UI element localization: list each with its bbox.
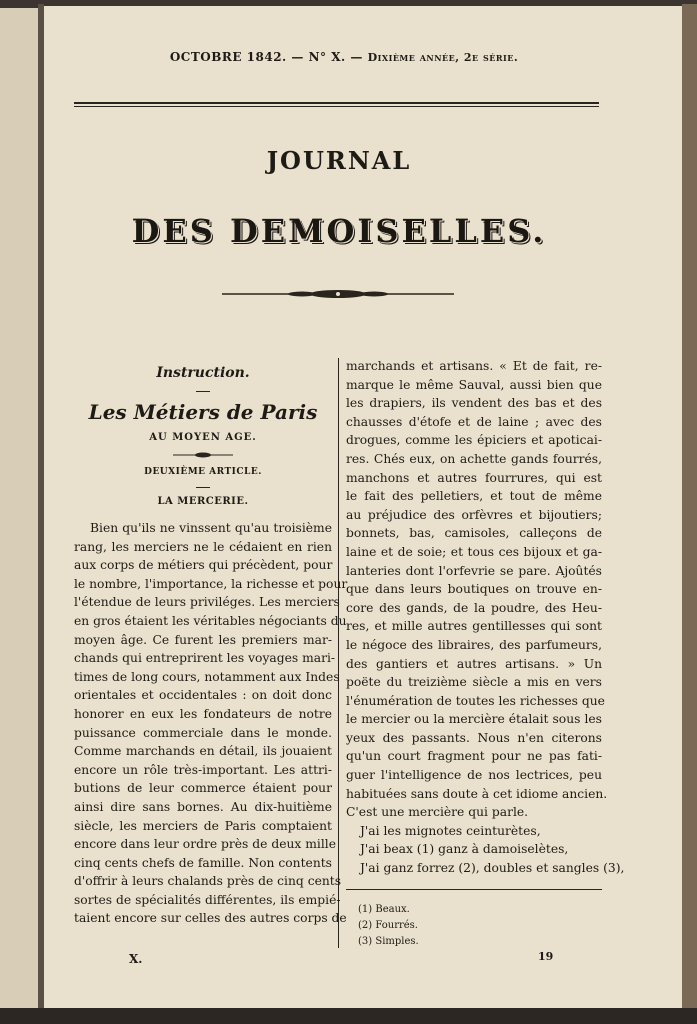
text-line: habituées sans doute à cet idiome ancien. — [346, 786, 608, 801]
text-line: Comme marchands en détail, ils jouaient — [74, 744, 332, 759]
text-line: orientales et occidentales : on doit donc — [74, 688, 332, 703]
text-line: que dans leurs boutiques on trouve en- — [346, 582, 602, 597]
running-header — [44, 50, 644, 64]
text-line: res, et mille autres gentillesses qui sont — [346, 619, 602, 634]
short-rule — [196, 391, 210, 392]
footnote: (1) Beaux. — [358, 904, 410, 915]
book-bottom-edge — [0, 1008, 697, 1024]
text-line: taient encore sur celles des autres corps de — [74, 911, 347, 926]
text-line: cinq cents chefs de famille. Non contents — [74, 855, 332, 870]
article-heading: LA MERCERIE. — [157, 496, 249, 507]
small-ornament-icon — [173, 451, 233, 459]
text-line: encore dans leur ordre près de deux mille — [74, 837, 336, 852]
text-line: poëte du treizième siècle a mis en vers — [346, 675, 602, 690]
text-line: rang, les merciers ne le cédaient en rien — [74, 539, 332, 554]
text-line: encore un rôle très-important. Les attri- — [74, 762, 332, 777]
section-label: Instruction. — [156, 365, 250, 381]
header-rule-thin — [74, 106, 599, 107]
text-line: honorer en eux les fondateurs de notre — [74, 706, 332, 721]
text-line: le fait des pelletiers, et tout de même — [346, 489, 602, 504]
text-line: res. Chés eux, on achette gands fourrés, — [346, 451, 602, 466]
footnote: (3) Simples. — [358, 936, 419, 947]
previous-page-edge — [0, 8, 42, 1008]
header-rule — [74, 102, 599, 104]
masthead-demoiselles: DES DEMOISELLES. — [131, 212, 547, 250]
text-line: le nombre, l'importance, la richesse et pour — [74, 576, 348, 591]
text-line: Bien qu'ils ne vinssent qu'au troisième — [90, 521, 332, 535]
text-line: chands qui entreprirent les voyages mari- — [74, 651, 336, 666]
article-title: Les Métiers de Paris — [88, 400, 318, 424]
text-line: core des gands, de la poudre, des Heu- — [346, 600, 602, 615]
text-line: des gantiers et autres artisans. » Un — [346, 656, 602, 671]
text-line: aux corps de métiers qui précèdent, pour — [74, 558, 333, 573]
text-line: marchands et artisans. « Et de fait, re- — [346, 359, 602, 373]
text-line: laine et de soie; et tous ces bijoux et ga- — [346, 544, 602, 559]
article-part: DEUXIÈME ARTICLE. — [144, 467, 262, 477]
footnote: (2) Fourrés. — [358, 920, 418, 931]
text-line: au préjudice des orfèvres et bijoutiers; — [346, 507, 602, 522]
text-line: d'offrir à leurs chalands près de cinq cents — [74, 874, 342, 889]
left-column — [74, 361, 348, 928]
verse-line: J'ai ganz forrez (2), doubles et sangles (3), — [360, 861, 625, 876]
text-line: le négoce des libraires, des parfumeurs, — [346, 637, 602, 652]
verse-line: J'ai les mignotes ceinturètes, — [360, 823, 541, 838]
text-line: C'est une mercière qui parle. — [346, 805, 529, 820]
verse-line: J'ai beax (1) ganz à damoiselètes, — [360, 842, 569, 857]
text-line: sortes de spécialités différentes, ils empié- — [74, 892, 341, 907]
right-column — [346, 357, 625, 878]
text-line: l'énumération de toutes les richesses que — [346, 693, 605, 708]
text-line: times de long cours, notamment aux Indes — [74, 669, 340, 684]
article-subtitle: AU MOYEN AGE. — [149, 432, 257, 443]
text-line: l'étendue de leurs priviléges. Les merciers — [74, 595, 340, 610]
year-line: Dixième année, 2e série. — [367, 51, 519, 64]
journal-page — [44, 6, 682, 1008]
text-line: lanteries dont l'orfevrie se pare. Ajoûtés — [346, 563, 602, 578]
text-line: guer l'intelligence de nos lectrices, peu — [346, 768, 602, 783]
text-line: siècle, les merciers de Paris comptaient — [74, 818, 332, 833]
right-body-text — [346, 357, 608, 822]
text-line: marque le même Sauval, aussi bien que — [346, 377, 602, 392]
text-line: les drapiers, ils vendent des bas et des — [346, 396, 602, 411]
ornament-divider-icon — [222, 286, 454, 302]
page-number: 19 — [538, 950, 554, 963]
text-line: moyen âge. Ce furent les premiers mar- — [74, 632, 332, 647]
footnotes — [358, 902, 598, 950]
footnote-rule — [346, 889, 602, 890]
left-body-text — [74, 519, 348, 928]
short-rule-2 — [196, 487, 210, 488]
text-line: en gros étaient les véritables négociants du — [74, 613, 347, 628]
book-edge — [682, 4, 697, 1016]
text-line: butions de leur commerce étaient pour — [74, 781, 332, 796]
signature-mark: X. — [129, 952, 143, 966]
text-line: bonnets, bas, camisoles, calleçons de — [346, 526, 602, 541]
text-line: manchons et autres fourrures, qui est — [346, 470, 602, 485]
issue-line: OCTOBRE 1842. — N° X. — — [169, 50, 363, 64]
text-line: puissance commerciale dans le monde. — [74, 725, 332, 740]
text-line: qu'un court fragment pour ne pas fati- — [346, 749, 602, 764]
text-line: le mercier ou la mercière étalait sous les — [346, 712, 602, 727]
column-divider — [338, 358, 339, 948]
text-line: yeux des passants. Nous n'en citerons — [346, 730, 602, 745]
text-line: chausses d'étofe et de laine ; avec des — [346, 414, 602, 429]
text-line: drogues, comme les épiciers et apoticai- — [346, 433, 602, 448]
masthead-journal: JOURNAL — [266, 146, 412, 175]
text-line: ainsi dire sans bornes. Au dix-huitième — [74, 799, 332, 814]
